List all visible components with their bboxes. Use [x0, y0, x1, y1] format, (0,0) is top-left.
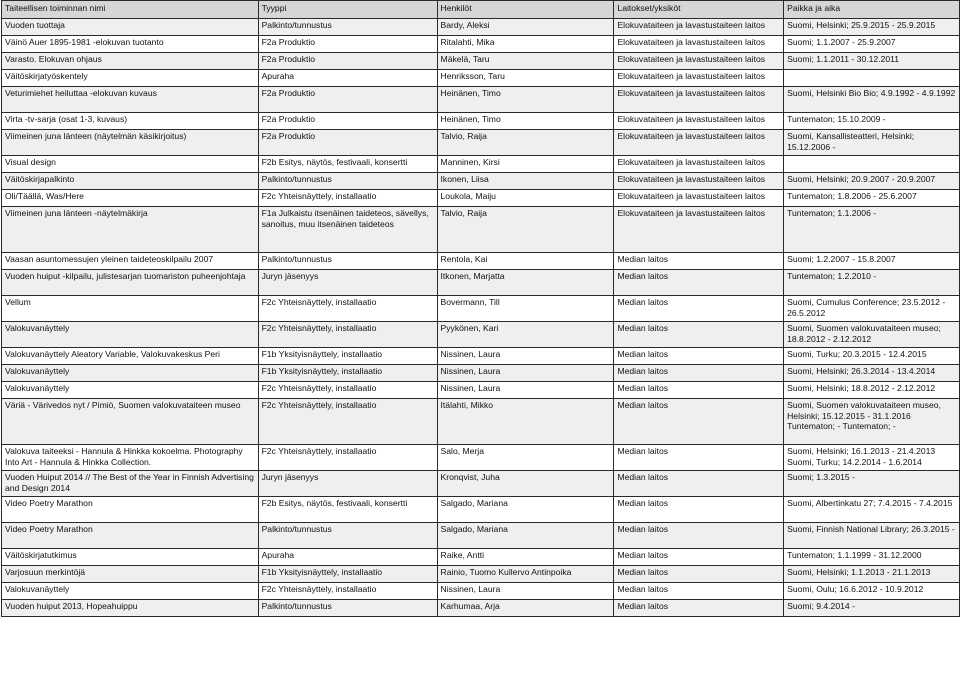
- cell-unit: Median laitos: [614, 382, 784, 399]
- cell-place-time: Tuntematon; 1.1.1999 - 31.12.2000: [784, 549, 960, 566]
- cell-unit: Elokuvataiteen ja lavastustaiteen laitos: [614, 190, 784, 207]
- cell-unit: Median laitos: [614, 399, 784, 445]
- cell-place-time: Suomi, Helsinki; 20.9.2007 - 20.9.2007: [784, 173, 960, 190]
- cell-type: F2b Esitys, näytös, festivaali, konsertti: [258, 156, 437, 173]
- table-row: [2, 270, 960, 296]
- cell-name: Visual design: [2, 156, 259, 173]
- cell-place-time: Suomi, Helsinki; 1.1.2013 - 21.1.2013: [784, 566, 960, 583]
- table-row: [2, 348, 960, 365]
- table-row: [2, 445, 960, 471]
- table-row: [2, 296, 960, 322]
- cell-type: Palkinto/tunnustus: [258, 600, 437, 617]
- cell-persons: Kronqvist, Juha: [437, 471, 614, 497]
- cell-place-time: Suomi, Cumulus Conference; 23.5.2012 - 26.5.2012: [784, 296, 960, 322]
- cell-place-time: Suomi; 1.3.2015 -: [784, 471, 960, 497]
- cell-type: F2c Yhteisnäyttely, installaatio: [258, 190, 437, 207]
- cell-persons: Salo, Merja: [437, 445, 614, 471]
- cell-place-time: Suomi; 1.2.2007 - 15.8.2007: [784, 253, 960, 270]
- cell-type: F2c Yhteisnäyttely, installaatio: [258, 583, 437, 600]
- table-row: [2, 70, 960, 87]
- cell-name: Valokuvanäyttely: [2, 365, 259, 382]
- cell-name: Varasto. Elokuvan ohjaus: [2, 53, 259, 70]
- cell-unit: Elokuvataiteen ja lavastustaiteen laitos: [614, 130, 784, 156]
- cell-name: Vuoden tuottaja: [2, 19, 259, 36]
- table-row: [2, 130, 960, 156]
- cell-name: Veturimiehet heiluttaa -elokuvan kuvaus: [2, 87, 259, 113]
- cell-persons: Rainio, Tuomo Kullervo Antinpoika: [437, 566, 614, 583]
- cell-type: F2b Esitys, näytös, festivaali, konsertti: [258, 497, 437, 523]
- table-row: [2, 156, 960, 173]
- table-row: [2, 471, 960, 497]
- cell-place-time: Suomi; 1.1.2007 - 25.9.2007: [784, 36, 960, 53]
- cell-type: F1b Yksityisnäyttely, installaatio: [258, 365, 437, 382]
- cell-name: Video Poetry Marathon: [2, 497, 259, 523]
- cell-type: Apuraha: [258, 70, 437, 87]
- cell-name: Valokuvanäyttely: [2, 322, 259, 348]
- cell-place-time: Suomi, Suomen valokuvataiteen museo; 18.8.2012 - 2.12.2012: [784, 322, 960, 348]
- cell-name: Valokuva taiteeksi - Hannula & Hinkka kokoelma. Photography Into Art - Hannula & Hinkka Collection.: [2, 445, 259, 471]
- cell-unit: Median laitos: [614, 600, 784, 617]
- header-row: [2, 1, 960, 19]
- cell-place-time: Suomi, Helsinki; 18.8.2012 - 2.12.2012: [784, 382, 960, 399]
- cell-name: Vuoden Huiput 2014 // The Best of the Year in Finnish Advertising and Design 2014: [2, 471, 259, 497]
- cell-name: Varjosuun merkintöjä: [2, 566, 259, 583]
- cell-unit: Median laitos: [614, 497, 784, 523]
- cell-place-time: Tuntematon; 15.10.2009 -: [784, 113, 960, 130]
- cell-persons: Ikonen, Liisa: [437, 173, 614, 190]
- cell-type: Juryn jäsenyys: [258, 270, 437, 296]
- cell-place-time: Suomi, Helsinki; 26.3.2014 - 13.4.2014: [784, 365, 960, 382]
- cell-unit: Elokuvataiteen ja lavastustaiteen laitos: [614, 207, 784, 253]
- cell-name: Video Poetry Marathon: [2, 523, 259, 549]
- cell-unit: Median laitos: [614, 348, 784, 365]
- cell-persons: Karhumaa, Arja: [437, 600, 614, 617]
- table-row: [2, 399, 960, 445]
- cell-persons: Talvio, Raija: [437, 130, 614, 156]
- cell-type: F2a Produktio: [258, 113, 437, 130]
- column-header-place-time: Paikka ja aika: [784, 1, 960, 19]
- cell-type: F2c Yhteisnäyttely, installaatio: [258, 445, 437, 471]
- cell-unit: Elokuvataiteen ja lavastustaiteen laitos: [614, 19, 784, 36]
- table-row: [2, 113, 960, 130]
- cell-unit: Median laitos: [614, 471, 784, 497]
- cell-type: F1b Yksityisnäyttely, installaatio: [258, 348, 437, 365]
- cell-type: F2c Yhteisnäyttely, installaatio: [258, 322, 437, 348]
- cell-place-time: Suomi, Helsinki; 25.9.2015 - 25.9.2015: [784, 19, 960, 36]
- cell-name: Vuoden huiput 2013, Hopeahuippu: [2, 600, 259, 617]
- cell-place-time: Suomi, Suomen valokuvataiteen museo, Helsinki; 15.12.2015 - 31.1.2016 Tuntematon; - Tuntematon; -: [784, 399, 960, 445]
- cell-name: Viimeinen juna länteen (näytelmän käsikirjoitus): [2, 130, 259, 156]
- cell-unit: Median laitos: [614, 253, 784, 270]
- cell-persons: Pyykönen, Kari: [437, 322, 614, 348]
- cell-type: F2a Produktio: [258, 87, 437, 113]
- cell-persons: Heinänen, Timo: [437, 113, 614, 130]
- cell-persons: Nissinen, Laura: [437, 382, 614, 399]
- cell-place-time: Suomi, Oulu; 16.6.2012 - 10.9.2012: [784, 583, 960, 600]
- cell-place-time: [784, 156, 960, 173]
- cell-type: F1b Yksityisnäyttely, installaatio: [258, 566, 437, 583]
- cell-place-time: Tuntematon; 1.1.2006 -: [784, 207, 960, 253]
- cell-type: Juryn jäsenyys: [258, 471, 437, 497]
- cell-unit: Elokuvataiteen ja lavastustaiteen laitos: [614, 173, 784, 190]
- cell-persons: Heinänen, Timo: [437, 87, 614, 113]
- cell-unit: Median laitos: [614, 549, 784, 566]
- table-row: [2, 53, 960, 70]
- cell-persons: Loukola, Maiju: [437, 190, 614, 207]
- cell-unit: Median laitos: [614, 445, 784, 471]
- cell-persons: Rentola, Kai: [437, 253, 614, 270]
- cell-persons: Talvio, Raija: [437, 207, 614, 253]
- cell-place-time: Suomi, Kansallisteatteri, Helsinki; 15.12.2006 -: [784, 130, 960, 156]
- cell-type: F2a Produktio: [258, 36, 437, 53]
- cell-place-time: Suomi, Turku; 20.3.2015 - 12.4.2015: [784, 348, 960, 365]
- cell-persons: Henriksson, Taru: [437, 70, 614, 87]
- cell-type: F2a Produktio: [258, 130, 437, 156]
- cell-unit: Elokuvataiteen ja lavastustaiteen laitos: [614, 156, 784, 173]
- cell-unit: Elokuvataiteen ja lavastustaiteen laitos: [614, 87, 784, 113]
- cell-name: Väitöskirjatutkimus: [2, 549, 259, 566]
- cell-name: Valokuvanäyttely: [2, 583, 259, 600]
- table-row: [2, 365, 960, 382]
- cell-type: F2a Produktio: [258, 53, 437, 70]
- table-row: [2, 600, 960, 617]
- cell-place-time: Suomi; 9.4.2014 -: [784, 600, 960, 617]
- cell-type: Apuraha: [258, 549, 437, 566]
- table-row: [2, 382, 960, 399]
- cell-type: Palkinto/tunnustus: [258, 523, 437, 549]
- column-header-name: Taiteellisen toiminnan nimi: [2, 1, 259, 19]
- cell-place-time: Suomi; 1.1.2011 - 30.12.2011: [784, 53, 960, 70]
- cell-persons: Mäkelä, Taru: [437, 53, 614, 70]
- cell-unit: Median laitos: [614, 566, 784, 583]
- cell-name: Valokuvanäyttely: [2, 382, 259, 399]
- cell-type: F2c Yhteisnäyttely, installaatio: [258, 382, 437, 399]
- column-header-type: Tyyppi: [258, 1, 437, 19]
- cell-persons: Salgado, Mariana: [437, 523, 614, 549]
- cell-unit: Elokuvataiteen ja lavastustaiteen laitos: [614, 36, 784, 53]
- cell-persons: Bovermann, Till: [437, 296, 614, 322]
- cell-place-time: Tuntematon; 1.2.2010 -: [784, 270, 960, 296]
- table-row: [2, 523, 960, 549]
- cell-persons: Itkonen, Marjatta: [437, 270, 614, 296]
- cell-persons: Nissinen, Laura: [437, 583, 614, 600]
- cell-persons: Manninen, Kirsi: [437, 156, 614, 173]
- cell-name: Väitöskirjatyöskentely: [2, 70, 259, 87]
- cell-type: Palkinto/tunnustus: [258, 253, 437, 270]
- cell-name: Vaasan asuntomessujen yleinen taideteoskilpailu 2007: [2, 253, 259, 270]
- table-row: [2, 190, 960, 207]
- cell-unit: Median laitos: [614, 583, 784, 600]
- cell-place-time: Suomi, Finnish National Library; 26.3.2015 -: [784, 523, 960, 549]
- results-table: [1, 0, 960, 617]
- cell-type: F1a Julkaistu itsenäinen taideteos, sävellys, sanoitus, muu itsenäinen taideteos: [258, 207, 437, 253]
- cell-type: Palkinto/tunnustus: [258, 19, 437, 36]
- cell-persons: Nissinen, Laura: [437, 365, 614, 382]
- cell-unit: Elokuvataiteen ja lavastustaiteen laitos: [614, 113, 784, 130]
- cell-name: Väriä - Värivedos nyt / Pimiö, Suomen valokuvataiteen museo: [2, 399, 259, 445]
- cell-unit: Elokuvataiteen ja lavastustaiteen laitos: [614, 53, 784, 70]
- table-row: [2, 253, 960, 270]
- cell-unit: Median laitos: [614, 322, 784, 348]
- cell-type: F2c Yhteisnäyttely, installaatio: [258, 296, 437, 322]
- cell-name: Väinö Auer 1895-1981 -elokuvan tuotanto: [2, 36, 259, 53]
- cell-place-time: Suomi, Helsinki Bio Bio; 4.9.1992 - 4.9.1992: [784, 87, 960, 113]
- table-row: [2, 566, 960, 583]
- cell-name: Vellum: [2, 296, 259, 322]
- cell-place-time: Suomi, Helsinki; 16.1.2013 - 21.4.2013 Suomi, Turku; 14.2.2014 - 1.6.2014: [784, 445, 960, 471]
- column-header-units: Laitokset/yksiköt: [614, 1, 784, 19]
- table-row: [2, 549, 960, 566]
- cell-persons: Nissinen, Laura: [437, 348, 614, 365]
- cell-unit: Median laitos: [614, 523, 784, 549]
- column-header-persons: Henkilöt: [437, 1, 614, 19]
- cell-place-time: Suomi, Albertinkatu 27; 7.4.2015 - 7.4.2015: [784, 497, 960, 523]
- table-row: [2, 173, 960, 190]
- cell-persons: Raike, Antti: [437, 549, 614, 566]
- cell-persons: Itälahti, Mikko: [437, 399, 614, 445]
- cell-place-time: [784, 70, 960, 87]
- cell-persons: Bardy, Aleksi: [437, 19, 614, 36]
- cell-persons: Ritalahti, Mika: [437, 36, 614, 53]
- cell-name: Valokuvanäyttely Aleatory Variable, Valokuvakeskus Peri: [2, 348, 259, 365]
- cell-name: Viimeinen juna länteen -näytelmäkirja: [2, 207, 259, 253]
- table-row: [2, 497, 960, 523]
- table-row: [2, 19, 960, 36]
- cell-type: Palkinto/tunnustus: [258, 173, 437, 190]
- cell-name: Väitöskirjapalkinto: [2, 173, 259, 190]
- table-row: [2, 36, 960, 53]
- cell-name: Virta -tv-sarja (osat 1-3, kuvaus): [2, 113, 259, 130]
- cell-name: Oli/Täällä, Was/Here: [2, 190, 259, 207]
- table-row: [2, 583, 960, 600]
- table-row: [2, 207, 960, 253]
- cell-unit: Median laitos: [614, 365, 784, 382]
- table-row: [2, 322, 960, 348]
- cell-type: F2c Yhteisnäyttely, installaatio: [258, 399, 437, 445]
- cell-name: Vuoden huiput -kilpailu, julistesarjan tuomariston puheenjohtaja: [2, 270, 259, 296]
- cell-place-time: Tuntematon; 1.8.2006 - 25.6.2007: [784, 190, 960, 207]
- cell-unit: Elokuvataiteen ja lavastustaiteen laitos: [614, 70, 784, 87]
- cell-unit: Median laitos: [614, 270, 784, 296]
- table-row: [2, 87, 960, 113]
- cell-unit: Median laitos: [614, 296, 784, 322]
- cell-persons: Salgado, Mariana: [437, 497, 614, 523]
